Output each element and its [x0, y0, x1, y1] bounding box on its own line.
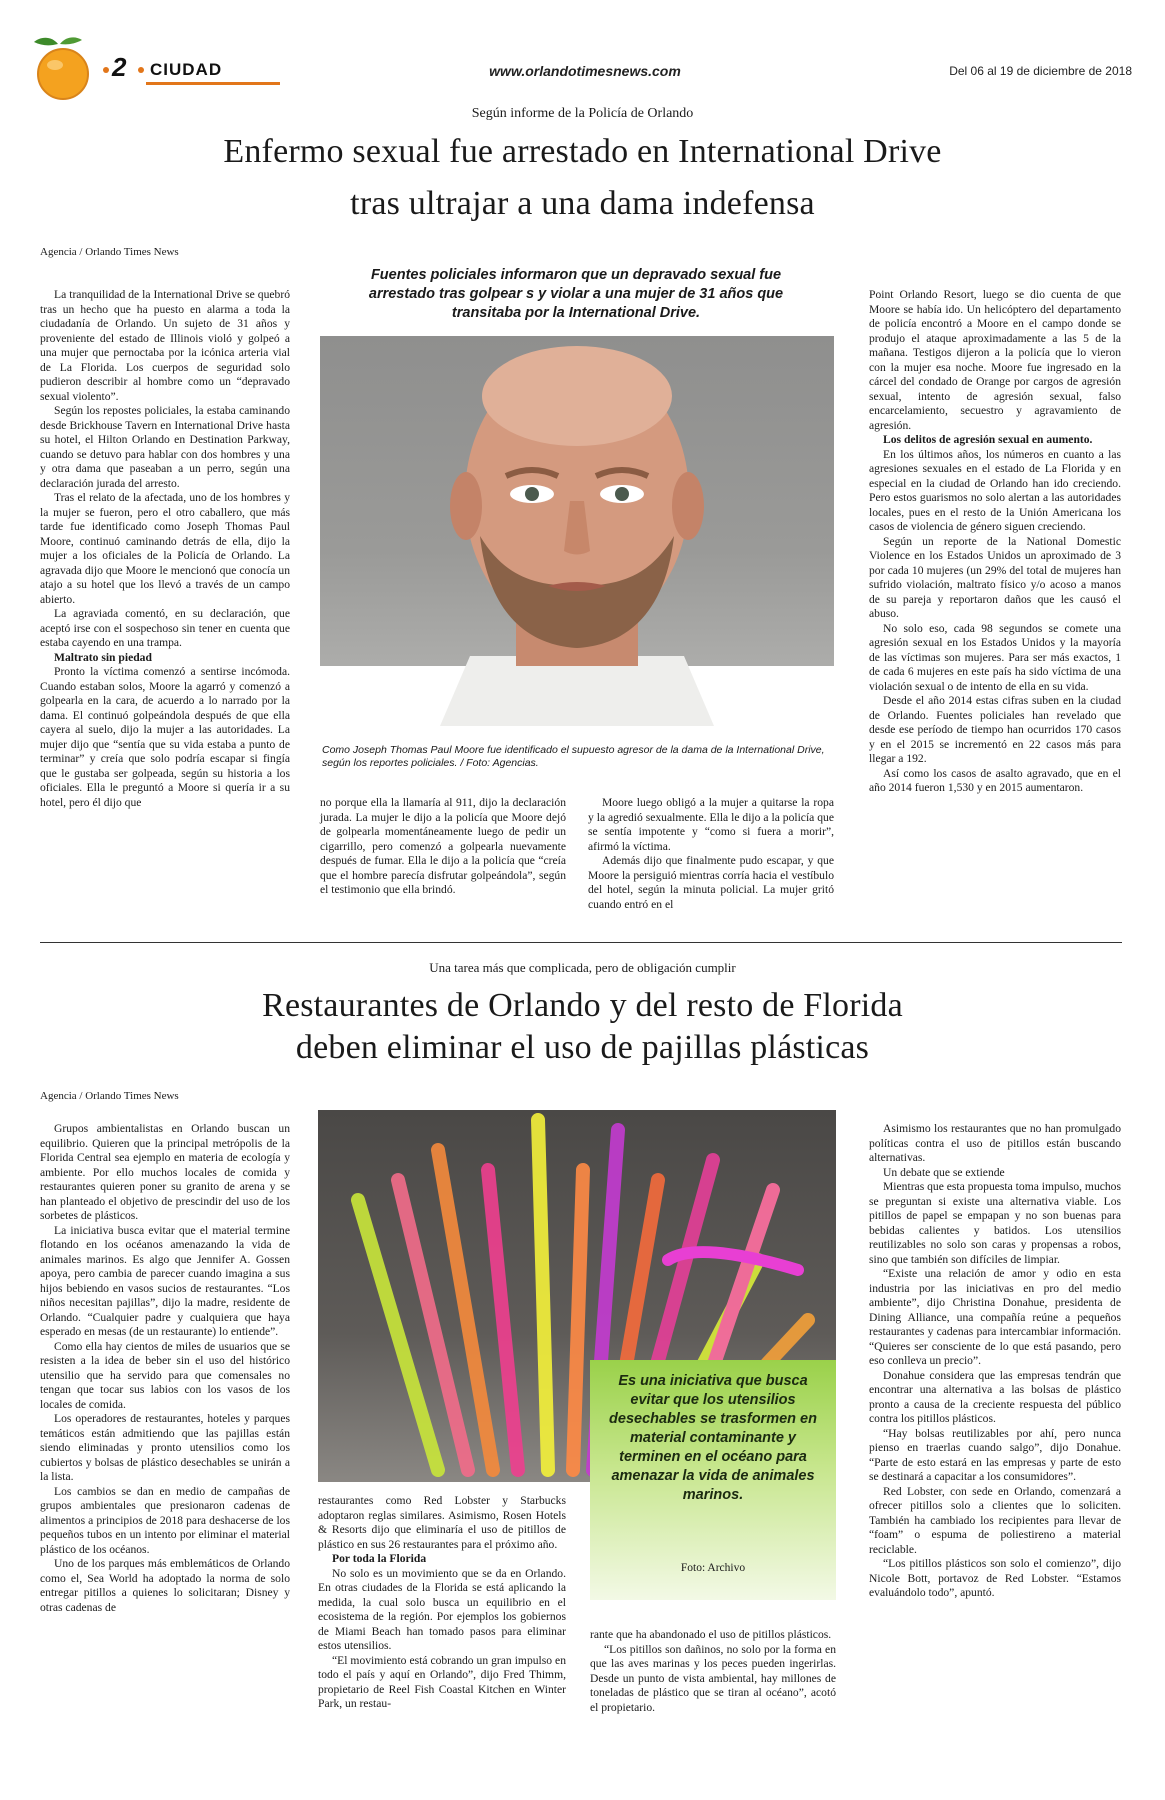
article2-column-3: [590, 1628, 836, 1715]
paragraph: Según los repostes policiales, la estaba caminando desde Brickhouse Tavern en International Drive hasta su hotel, el Hilton Orlando en Destination Parkway, cuando se detuvo para hablar con dos hombres y una y otra dama que paseaban a un perro, según una declaración jurada del arresto.: [40, 404, 290, 490]
article1-column-4: [869, 288, 1121, 796]
article1-column-3: [588, 796, 834, 912]
paragraph: Asimismo los restaurantes que no han promulgado políticas contra el uso de pitillos están buscando alternativas.: [869, 1122, 1121, 1164]
article1-headline-line1: Enfermo sexual fue arrestado en International Drive: [223, 133, 942, 170]
paragraph: La tranquilidad de la International Drive se quebró tras un hecho que ha puesto en alarma a toda la ciudadanía de Orlando. Un sujeto de 31 años y proveniente del estado de Illinois violó y golpeó a una mujer que pernoctaba por la icónica arteria vial de La Florida. Los cuerpos de seguridad solo pudieron describir al hombre como un “depravado sexual violento”.: [40, 288, 290, 403]
paragraph: Pronto la víctima comenzó a sentirse incómoda. Cuando estaban solos, Moore la agarró y comenzó a golpearla en la cara, de acuerdo a lo narrado por la dama. El continuó golpeándola después de que ella cayera al suelo, dijo la mujer a las autoridades. La mujer dijo que “sentía que su vida estaba a punto de terminar” y creía que solo podría escapar si fingía que le gustaba ser golpeada, según su historia a los oficiales. Ella le preguntó a Moore si quería ir a su hotel, pero él dijo que: [40, 665, 290, 809]
paragraph: rante que ha abandonado el uso de pitillos plásticos.: [590, 1628, 832, 1641]
issue-date: Del 06 al 19 de diciembre de 2018: [949, 64, 1132, 78]
paragraph: “Los pitillos plásticos son solo el comienzo”, dijo Nicole Bott, portavoz de Red Lobster. “Estamos evaluándolo todo”, apuntó.: [869, 1557, 1121, 1599]
section-label: CIUDAD: [150, 60, 223, 79]
subheading: Un debate que se extiende: [883, 1165, 1005, 1179]
article1-headline-line2: tras ultrajar a una dama indefensa: [350, 185, 815, 222]
paragraph: “Hay bolsas reutilizables por ahí, pero nunca pienso en traerlas cuando salgo”, dijo Donahue. “Parte de esto estará en las empresas y parte de esto se destinará a capacitar a los consumidores”.: [869, 1426, 1121, 1483]
article2-headline-line2: deben eliminar el uso de pajillas plásticas: [295, 1029, 870, 1066]
paragraph: restaurantes como Red Lobster y Starbucks adoptaron reglas similares. Asimismo, Rosen Hotels & Resorts dijo que eliminaría el uso de pitillos de plástico en sus 26 restaurantes para el próximo año.: [318, 1494, 566, 1551]
man-face-icon: [320, 336, 834, 726]
paragraph: “Existe una relación de amor y odio en esta industria por las iniciativas en pro del medio ambiente”, dijo Christina Donahue, presidenta de Dining Alliance, una compañía reúne a pequeños restaurantes y cadenas para intercambiar información. “Quieres ser consciente de lo que está pasando, pero eso conlleva un precio”.: [869, 1267, 1121, 1367]
paragraph: No solo es un movimiento que se da en Orlando. En otras ciudades de la Florida se está aplicando la medida, la cual solo busca un equilibrio en el ecosistema de la región. Por ejemplos los gobiernos de Miami Beach han tomado pasos para eliminar estos utensilios.: [318, 1566, 566, 1652]
paragraph: Desde el año 2014 estas cifras suben en la ciudad de Orlando. Fuentes policiales han revelado que desde ese período de tiempo han ocurridos 170 casos y en el 2015 se incrementó en 22 casos más para llegar a 192.: [869, 694, 1121, 765]
paragraph: Además dijo que finalmente pudo escapar, y que Moore la persiguió mientras corría hacia el vestíbulo del hotel, según la minuta policial. La mujer gritó cuando entró en el: [588, 854, 834, 911]
paragraph: Red Lobster, con sede en Orlando, comenzará a ofrecer pitillos solo a clientes que lo soliciten. También ha cambiado los recipientes para llevar de “foam” o espuma de poliestireno a material reciclable.: [869, 1484, 1121, 1556]
subheading: Los delitos de agresión sexual en aumento.: [883, 433, 1093, 446]
paragraph: Moore luego obligó a la mujer a quitarse la ropa y la agredió sexualmente. Ella le dijo a la policía que se sentía impotente y “como si fuera a morir”, afirmó la víctima.: [588, 796, 834, 853]
paragraph: No solo eso, cada 98 segundos se comete una agresión sexual en los Estados Unidos y la mayoría de las víctimas son mujeres. Para ser más exactos, 1 de cada 6 mujeres en este país ha sido víctima de una violación sexual o de intento de ella en su vida.: [869, 621, 1121, 693]
paragraph: no porque ella la llamaría al 911, dijo la declaración jurada. La mujer le dijo a la policía que Moore dejó de golpearla momentáneamente luego de pedir un cigarrillo, pero comenzó a golpearla nuevamente después de fumar. Ella le dijo a la policía que “creía que el hombre parecía disfrutar golpeándola”, según el testimonio que ella brindó.: [320, 796, 566, 896]
paragraph: La iniciativa busca evitar que el material termine flotando en los océanos amenazando la vida de animales marinos. Es algo que Jennifer A. Gossen apoya, pero cambia de parecer cuando imagina a sus hijos bebiendo en vasos sucios de restaurantes. “Los niños necesitan pajillas”, dijo la madre, residente de Orlando. “Cualquier padre y cualquiera que haya esperado en mesas (de un restaurante) lo entiende”.: [40, 1223, 290, 1338]
paragraph: La agraviada comentó, en su declaración, que aceptó irse con el sospechoso sin tener en cuenta que estaba cayendo en una trampa.: [40, 607, 290, 649]
paragraph: Como ella hay cientos de miles de usuarios que se resisten a la idea de beber sin el uso del histórico utensilio que ha servido para que comensales no tengan que tocar sus labios con los vasos de los locales de comida.: [40, 1339, 290, 1411]
article1-pull-quote: Fuentes policiales informaron que un depravado sexual fue arrestado tras golpear s y violar a una mujer de 31 años que transitaba por la International Drive.: [368, 267, 784, 321]
orange-logo-icon: [30, 32, 100, 102]
page-number-dot-right: [138, 67, 144, 73]
section-underline: [146, 82, 280, 85]
article2-column-2: [318, 1494, 566, 1712]
paragraph: Point Orlando Resort, luego se dio cuenta de que Moore se había ido. Un helicóptero del departamento de policía encontró a Moore en el campo donde se produjo el ataque aproximadamente a las 5 de la mañana. Testigos dijeron a la policía que lo vieron con la mujer esa noche. Moore fue ingresado en la cárcel del condado de Orange por cargos de agresión sexual, intento de agresión sexual, falso encarcelamiento, secuestro y agravamiento de agresión.: [869, 288, 1121, 432]
article2-kicker: Una tarea más que complicada, pero de obligación cumplir: [429, 960, 736, 975]
paragraph: Mientras que esta propuesta toma impulso, muchos se preguntan si existe una alternativa viable. Los pitillos de papel se empapan y no son buenas para bebidas calientes y batidos. Los utensilios reutilizables no solo son caras y propensas a robos, sino que también son difíciles de limpiar.: [869, 1180, 1121, 1266]
article1-column-2: [320, 796, 566, 898]
paragraph: “El movimiento está cobrando un gran impulso en todo el país y aquí en Orlando”, dijo Fred Thimm, propietario de Reel Fish Coastal Kitchen en Winter Park, un restau-: [318, 1653, 566, 1710]
subheading: Por toda la Florida: [332, 1552, 427, 1565]
article1-photo-caption: Como Joseph Thomas Paul Moore fue identificado el supuesto agresor de la dama de la International Drive, según los reportes policiales. / Foto: Agencias.: [322, 744, 825, 769]
article2-column-4: [869, 1122, 1121, 1601]
paragraph: Según un reporte de la National Domestic Violence en los Estados Unidos un aproximado de 3 por cada 10 mujeres (un 29% del total de mujeres han sufrido violación, maltrato físico y/o acoso a manos de su pareja y reportaron daños que les causó el abuso.: [869, 534, 1121, 620]
paragraph: Donahue considera que las empresas tendrán que encontrar una alternativa a las bolsas de plástico pronto a causa de la creciente respuesta del público contra los pitillos plásticos.: [869, 1368, 1121, 1425]
paragraph: Grupos ambientalistas en Orlando buscan un equilibrio. Quieren que la principal metrópolis de la Florida Central sea ejemplo en materia de ecología y ambiente. Por ello muchos locales de comida y restaurantes quieren poner su granito de arena y se han planteado el objetivo de prescindir del uso de los sorbetes de plásticos.: [40, 1122, 290, 1222]
article2-photo-credit: Foto: Archivo: [680, 1562, 746, 1574]
paragraph: Así como los casos de asalto agravado, que en el año 2014 fueron 1,530 y en 2015 aumentaron.: [869, 766, 1121, 794]
article2-byline: Agencia / Orlando Times News: [40, 1090, 179, 1102]
article2-column-1: [40, 1122, 290, 1615]
page-number: 2: [112, 52, 127, 82]
paragraph: Los operadores de restaurantes, hoteles y parques temáticos están admitiendo que las pajillas están siendo eliminadas y pronto utensilios como los cubiertos y bolsas de plástico desechables se unirán a la lista.: [40, 1412, 290, 1483]
paragraph: Uno de los parques más emblemáticos de Orlando como el, Sea World ha adoptado la norma de solo entregar pitillos a quienes lo solicitaran; Disney y otras cadenas de: [40, 1557, 290, 1614]
mugshot-photo: [320, 336, 834, 726]
article2-pull-quote: Es una iniciativa que busca evitar que los utensilios desechables se trasformen en material contaminante y terminen en el océano para amenazar la vida de animales marinos.: [609, 1373, 817, 1503]
paragraph: En los últimos años, los números en cuanto a las agresiones sexuales en el estado de La Florida y en especial en la ciudad de Orlando han ido creciendo. Pero estos guarismos no solo alertan a las autoridades locales, pues en el resto de la Unión Americana los casos de violencia de género siguen creciendo.: [869, 447, 1121, 533]
page-number-dot-left: [103, 67, 109, 73]
article1-byline: Agencia / Orlando Times News: [40, 246, 179, 258]
paragraph: “Los pitillos son dañinos, no solo por la forma en que las aves marinas y los peces pueden ingerirlas. Desde un punto de vista ambiental, hay millones de toneladas de plástico que se tiran al océano”, acotó el propietario.: [590, 1642, 836, 1714]
paragraph: Tras el relato de la afectada, uno de los hombres y la mujer se fueron, pero el otro caballero, que más tarde fue identificado como Joseph Thomas Paul Moore, continuó caminando detrás de ella, dijo la mujer a los oficiales de la Policía de Orlando. La agravada dijo que Moore le mencionó que conocía un atajo a su hotel que los llevó a través de un campo abierto.: [40, 491, 290, 606]
article1-column-1: [40, 288, 290, 810]
article2-headline-line1: Restaurantes de Orlando y del resto de Florida: [262, 987, 903, 1024]
subheading: Maltrato sin piedad: [54, 650, 152, 664]
article1-kicker: Según informe de la Policía de Orlando: [471, 106, 694, 121]
website[interactable]: www.orlandotimesnews.com: [489, 63, 681, 79]
section-divider: [40, 942, 1122, 943]
paragraph: Los cambios se dan en medio de campañas de grupos ambientales que presionaron cadenas de alimentos a principios de 2018 para deshacerse de los pequeños tubos en un intento por eliminar el material plástico de los océanos.: [40, 1484, 290, 1556]
